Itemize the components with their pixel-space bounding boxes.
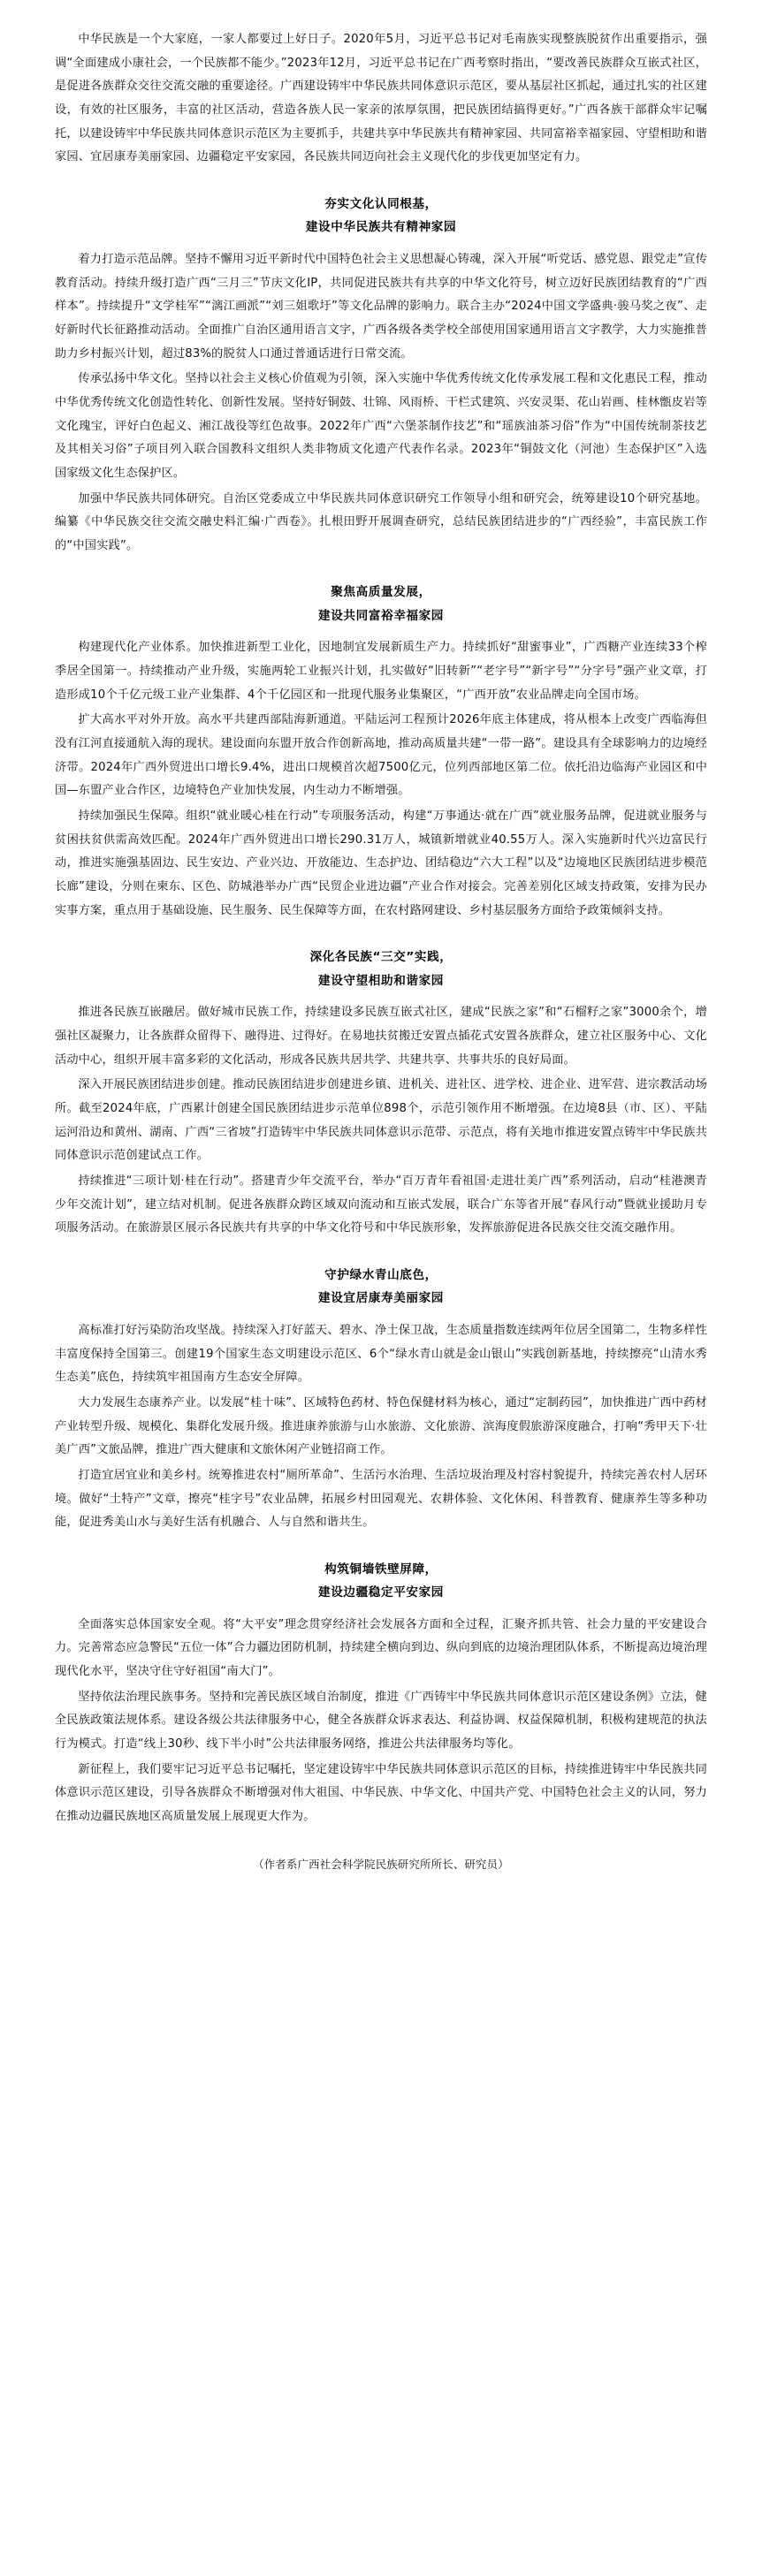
section-2-paragraph-2: 扩大高水平对外开放。高水平共建西部陆海新通道。平陆运河工程预计2026年底主体建成，将从根本上改变广西临海但没有江河直接通航入海的现状。建设面向东盟开放合作创新高地，推动高质量共建“一带一路”。建设具有全球影响力的边境经济带。2024年广西外贸进出口增长9.4%，进出口规模首次超7500亿元，位列西部地区第二位。依托沿边临海产业园区和中国—东盟产业合作区，边境特色产业加快发展，内生动力不断增强。 bbox=[55, 713, 707, 798]
section-heading-5 bbox=[55, 1558, 707, 1605]
section-heading-3 bbox=[55, 946, 707, 992]
section-1-paragraph-1: 着力打造示范品牌。坚持不懈用习近平新时代中国特色社会主义思想凝心铸魂，深入开展“听党话、感党恩、跟党走”宣传教育活动。持续升级打造广西“三月三”节庆文化IP，共同促进民族共有共享的中华文化符号，树立迈好民族团结教育的“广西样本”。持续提升“文学桂军”“漓江画派”“刘三姐歌圩”等文化品牌的影响力。联合主办“2024中国文学盛典·骏马奖之夜”、走好新时代长征路推动活动。全面推广自治区通用语言文字，广西各级各类学校全部使用国家通用语言文字教学，大力实施推普助力乡村振兴计划，超过83%的脱贫人口通过普通话进行日常交流。 bbox=[55, 252, 707, 361]
section-heading-1-line1: 夯实文化认同根基， bbox=[324, 196, 438, 211]
section-heading-1 bbox=[55, 193, 707, 239]
section-heading-4 bbox=[55, 1264, 707, 1311]
section-5-paragraph-1: 全面落实总体国家安全观。将“大平安”理念贯穿经济社会发展各方面和全过程，汇聚齐抓共管、社会力量的平安建设合力。完善常态应急警民“五位一体”合力疆边团防机制，持续建全横向到边、纵向到底的边境治理团队体系，不断提高边境治理现代化水平，坚决守住守好祖国“南大门”。 bbox=[55, 1617, 707, 1679]
section-5-paragraph-3: 新征程上，我们要牢记习近平总书记嘱托，坚定建设铸牢中华民族共同体意识示范区的目标，持续推进铸牢中华民族共同体意识示范区建设，引导各族群众不断增强对伟大祖国、中华民族、中华文化、中国共产党、中国特色社会主义的认同，努力在推动边疆民族地区高质量发展上展现更大作为。 bbox=[55, 1762, 707, 1824]
section-1-paragraph-3: 加强中华民族共同体研究。自治区党委成立中华民族共同体意识研究工作领导小组和研究会，统筹建设10个研究基地。编纂《中华民族交往交流交融史料汇编·广西卷》。扎根田野开展调查研究，总结民族团结进步的“广西经验”，丰富民族工作的“中国实践”。 bbox=[55, 491, 707, 552]
section-heading-4-line1: 守护绿水青山底色， bbox=[324, 1267, 438, 1282]
section-heading-2 bbox=[55, 581, 707, 627]
section-4-paragraph-2: 大力发展生态康养产业。以发展“桂十味”、区域特色药材、特色保健材料为核心，通过“定制药园”，加快推进广西中药材产业转型升级、规模化、集群化发展升级。推进康养旅游与山水旅游、文化旅游、滨海度假旅游深度融合，打响“秀甲天下·壮美广西”文旅品牌，推进广西大健康和文旅休闲产业链招商工作。 bbox=[55, 1395, 707, 1457]
section-4-paragraph-3: 打造宜居宜业和美乡村。统筹推进农村“厕所革命”、生活污水治理、生活垃圾治理及村容村貌提升，持续完善农村人居环境。做好“土特产”文章，擦亮“桂字号”农业品牌，拓展乡村田园观光、农耕体验、文化休闲、科普教育、健康养生等多种功能，促进秀美山水与美好生活有机融合、人与自然和谐共生。 bbox=[55, 1468, 707, 1530]
section-heading-5-line2: 建设边疆稳定平安家园 bbox=[318, 1585, 444, 1600]
section-1-paragraph-2: 传承弘扬中华文化。坚持以社会主义核心价值观为引领，深入实施中华优秀传统文化传承发展工程和文化惠民工程，推动中华优秀传统文化创造性转化、创新性发展。坚持好铜鼓、壮锦、风雨桥、干栏式建筑、兴安灵渠、花山岩画、桂林甑皮岩等文化瑰宝，评好白色起义、湘江战役等红色故事。2022年广西“六堡茶制作技艺”和“瑶族油茶习俗”作为“中国传统制茶技艺及其相关习俗”子项目列入联合国教科文组织人类非物质文化遗产代表作名录。2023年“铜鼓文化（河池）生态保护区”入选国家级文化生态保护区。 bbox=[55, 372, 707, 480]
section-2-paragraph-1: 构建现代化产业体系。加快推进新型工业化，因地制宜发展新质生产力。持续抓好“甜蜜事业”，广西糖产业连续33个榨季居全国第一。持续推动产业升级，实施两轮工业振兴计划，扎实做好“旧转新”“老字号”“新字号”“分字号”强产业文章，打造形成10个千亿元级工业产业集群、4个千亿园区和一批现代服务业集聚区，“广西开放”农业品牌走向全国市场。 bbox=[55, 641, 707, 702]
section-heading-3-line2: 建设守望相助和谐家园 bbox=[318, 973, 444, 988]
section-3-paragraph-1: 推进各民族互嵌融居。做好城市民族工作，持续建设多民族互嵌式社区，建成“民族之家”和“石榴籽之家”3000余个，增强社区凝聚力，让各族群众留得下、融得进、过得好。在易地扶贫搬迁安置点插花式安置各族群众，建立社区服务中心、文化活动中心，组织开展丰富多彩的文化活动，形成各民族共居共学、共建共享、共事共乐的良好局面。 bbox=[55, 1006, 707, 1067]
author-signature: （作者系广西社会科学院民族研究所所长、研究员） bbox=[253, 1857, 509, 1871]
section-3-paragraph-2: 深入开展民族团结进步创建。推动民族团结进步创建进乡镇、进机关、进社区、进学校、进企业、进军营、进宗教活动场所。截至2024年底，广西累计创建全国民族团结进步示范单位898个，示范引领作用不断增强。在边境8县（市、区）、平陆运河沿边和黄州、湖南、广西“三省坡”打造铸牢中华民族共同体意识示范带、示范点，将有关地市推进安置点铸牢中华民族共同体意识示范创建试点工作。 bbox=[55, 1078, 707, 1163]
section-5-paragraph-2: 坚持依法治理民族事务。坚持和完善民族区域自治制度，推进《广西铸牢中华民族共同体意识示范区建设条例》立法，健全民族政策法规体系。建设各级公共法律服务中心，健全各族群众诉求表达、利益协调、权益保障机制，积极构建规范的执法行为模式。打造“线上30秒、线下半小时”公共法律服务网络，推进公共法律服务均等化。 bbox=[55, 1690, 707, 1752]
section-4-paragraph-1: 高标准打好污染防治攻坚战。持续深入打好蓝天、碧水、净土保卫战，生态质量指数连续两年位居全国第二，生物多样性丰富度保持全国第三。创建19个国家生态文明建设示范区、6个“绿水青山就是金山银山”实践创新基地，持续擦亮“山清水秀生态美”底色，持续筑牢祖国南方生态安全屏障。 bbox=[55, 1323, 707, 1385]
section-3-paragraph-3: 持续推进“三项计划·桂在行动”。搭建青少年交流平台，举办“百万青年看祖国·走进壮美广西”系列活动，启动“桂港澳青少年交流计划”，建立结对机制。促进各族群众跨区域双向流动和互嵌式发展，联合广东等省开展“春风行动”暨就业援助月专项服务活动。在旅游景区展示各民族共有共享的中华文化符号和中华民族形象，发挥旅游促进各民族交往交流交融作用。 bbox=[55, 1174, 707, 1235]
section-heading-3-line1: 深化各民族“三交”实践， bbox=[309, 950, 453, 965]
section-2-paragraph-3: 持续加强民生保障。组织“就业暖心桂在行动”专项服务活动，构建“万事通达·就在广西”就业服务品牌，促进就业服务与贫困扶贫供需高效匹配。2024年广西外贸进出口增长290.31万人，城镇新增就业40.55万人。深入实施新时代兴边富民行动，推进实施强基固边、民生安边、产业兴边、开放能边、生态护边、团结稳边“六大工程”以及“边境地区民族团结进步模范长廊”建设，分则在柬东、区色、防城港举办广西“民贸企业进边疆”产业合作对接会。完善差别化区域支持政策，安排为民办实事方案，重点用于基础设施、民生服务、民生保障等方面，在农村路网建设、乡村基层服务方面给予政策倾斜支持。 bbox=[55, 809, 707, 917]
section-heading-1-line2: 建设中华民族共有精神家园 bbox=[305, 220, 457, 235]
section-heading-2-line1: 聚焦高质量发展， bbox=[331, 585, 431, 600]
intro-paragraph: 中华民族是一个大家庭，一家人都要过上好日子。2020年5月，习近平总书记对毛南族实现整族脱贫作出重要指示，强调“全面建成小康社会，一个民族都不能少。”2023年12月，习近平总书记在广西考察时指出，“要改善民族群众互嵌式社区，是促进各族群众交往交流交融的重要途径。广西建设铸牢中华民族共同体意识示范区，要从基层社区抓起，通过扎实的社区建设，有效的社区服务，丰富的社区活动，营造各族人民一家亲的浓厚氛围，把民族团结搞得更好。”广西各族干部群众牢记嘱托，以建设铸牢中华民族共同体意识示范区为主要抓手，共建共享中华民族共有精神家园、共同富裕幸福家园、守望相助和谐家园、宜居康寿美丽家园、边疆稳定平安家园，各民族共同迈向社会主义现代化的步伐更加坚定有力。 bbox=[55, 33, 707, 164]
section-heading-4-line2: 建设宜居康寿美丽家园 bbox=[318, 1291, 444, 1306]
section-heading-5-line1: 构筑铜墙铁壁屏障， bbox=[324, 1562, 438, 1577]
section-heading-2-line2: 建设共同富裕幸福家园 bbox=[318, 608, 444, 623]
